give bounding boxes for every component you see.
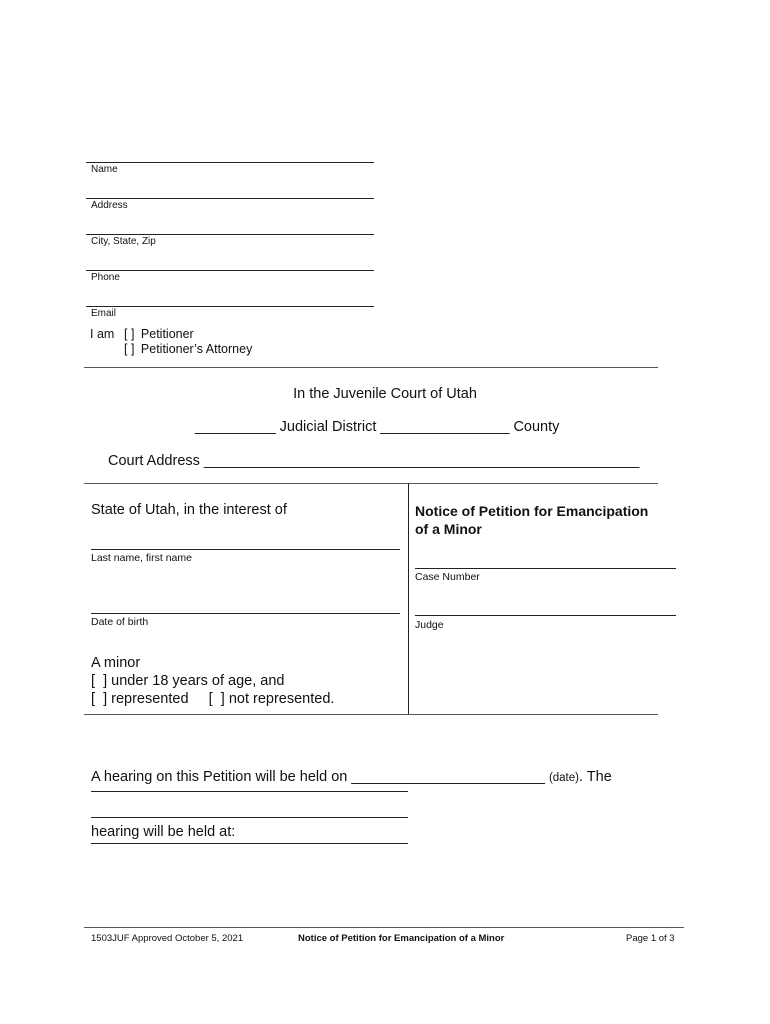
petitioner-checkbox[interactable] — [124, 327, 194, 341]
caption-divider — [408, 483, 409, 714]
caption-bottom-rule — [84, 714, 658, 715]
email-line[interactable] — [86, 306, 374, 307]
court-address-line[interactable]: Court Address ______________________________________________________ — [108, 453, 640, 469]
hearing-location-label: hearing will be held at: — [91, 824, 236, 840]
section-divider — [84, 367, 658, 368]
date-of-birth-line[interactable] — [91, 613, 400, 614]
judge-line[interactable] — [415, 615, 676, 616]
phone-line[interactable] — [86, 270, 374, 271]
caption-top-rule — [84, 483, 658, 484]
petitioner-label: Petitioner — [140, 327, 194, 341]
minor-block — [91, 654, 334, 708]
hearing-text-after: . The — [578, 769, 612, 785]
footer-title: Notice of Petition for Emancipation of a Minor — [298, 933, 505, 944]
judge-label: Judge — [415, 619, 444, 631]
role-selector — [90, 327, 114, 342]
state-of-utah-heading: State of Utah, in the interest of — [91, 502, 287, 518]
address-label: Address — [91, 200, 128, 211]
case-number-line[interactable] — [415, 568, 676, 569]
hearing-date-text[interactable]: A hearing on this Petition will be held on ________________________ — [91, 769, 549, 785]
attorney-label: Petitioner’s Attorney — [140, 342, 253, 356]
footer-form-id: 1503JUF Approved October 5, 2021 — [91, 933, 244, 944]
court-title: In the Juvenile Court of Utah — [293, 386, 477, 402]
i-am-label: I am — [90, 327, 115, 341]
footer-page-number: Page 1 of 3 — [626, 933, 675, 944]
name-label: Name — [91, 164, 118, 175]
attorney-checkbox[interactable] — [124, 342, 252, 356]
representation-checkboxes[interactable]: [ ] represented [ ] not represented. — [91, 691, 335, 707]
date-of-birth-label: Date of birth — [91, 616, 149, 628]
name-line[interactable] — [86, 162, 374, 163]
hearing-location-line-2[interactable] — [91, 817, 408, 818]
last-first-name-label: Last name, first name — [91, 552, 192, 564]
document-title-line1: Notice of Petition for Emancipation — [415, 503, 649, 519]
phone-label: Phone — [91, 272, 120, 283]
case-number-label: Case Number — [415, 571, 480, 583]
document-title — [415, 502, 648, 538]
document-title-line2: of a Minor — [415, 521, 482, 537]
minor-line: A minor — [91, 655, 141, 671]
petitioner-box[interactable]: [ ] — [124, 327, 135, 341]
last-first-name-line[interactable] — [91, 549, 400, 550]
city-state-zip-line[interactable] — [86, 234, 374, 235]
footer-rule — [84, 927, 684, 928]
hearing-statement — [91, 732, 612, 859]
address-line[interactable] — [86, 198, 374, 199]
hearing-location-line-1[interactable] — [91, 791, 408, 792]
attorney-box[interactable]: [ ] — [124, 342, 135, 356]
city-state-zip-label: City, State, Zip — [91, 236, 156, 247]
email-label: Email — [91, 308, 117, 319]
hearing-location-line-3[interactable] — [91, 843, 408, 844]
date-hint: (date) — [548, 772, 579, 784]
judicial-district-line[interactable]: __________ Judicial District ________________ County — [195, 419, 560, 435]
under-18-checkbox[interactable]: [ ] under 18 years of age, and — [91, 673, 285, 689]
